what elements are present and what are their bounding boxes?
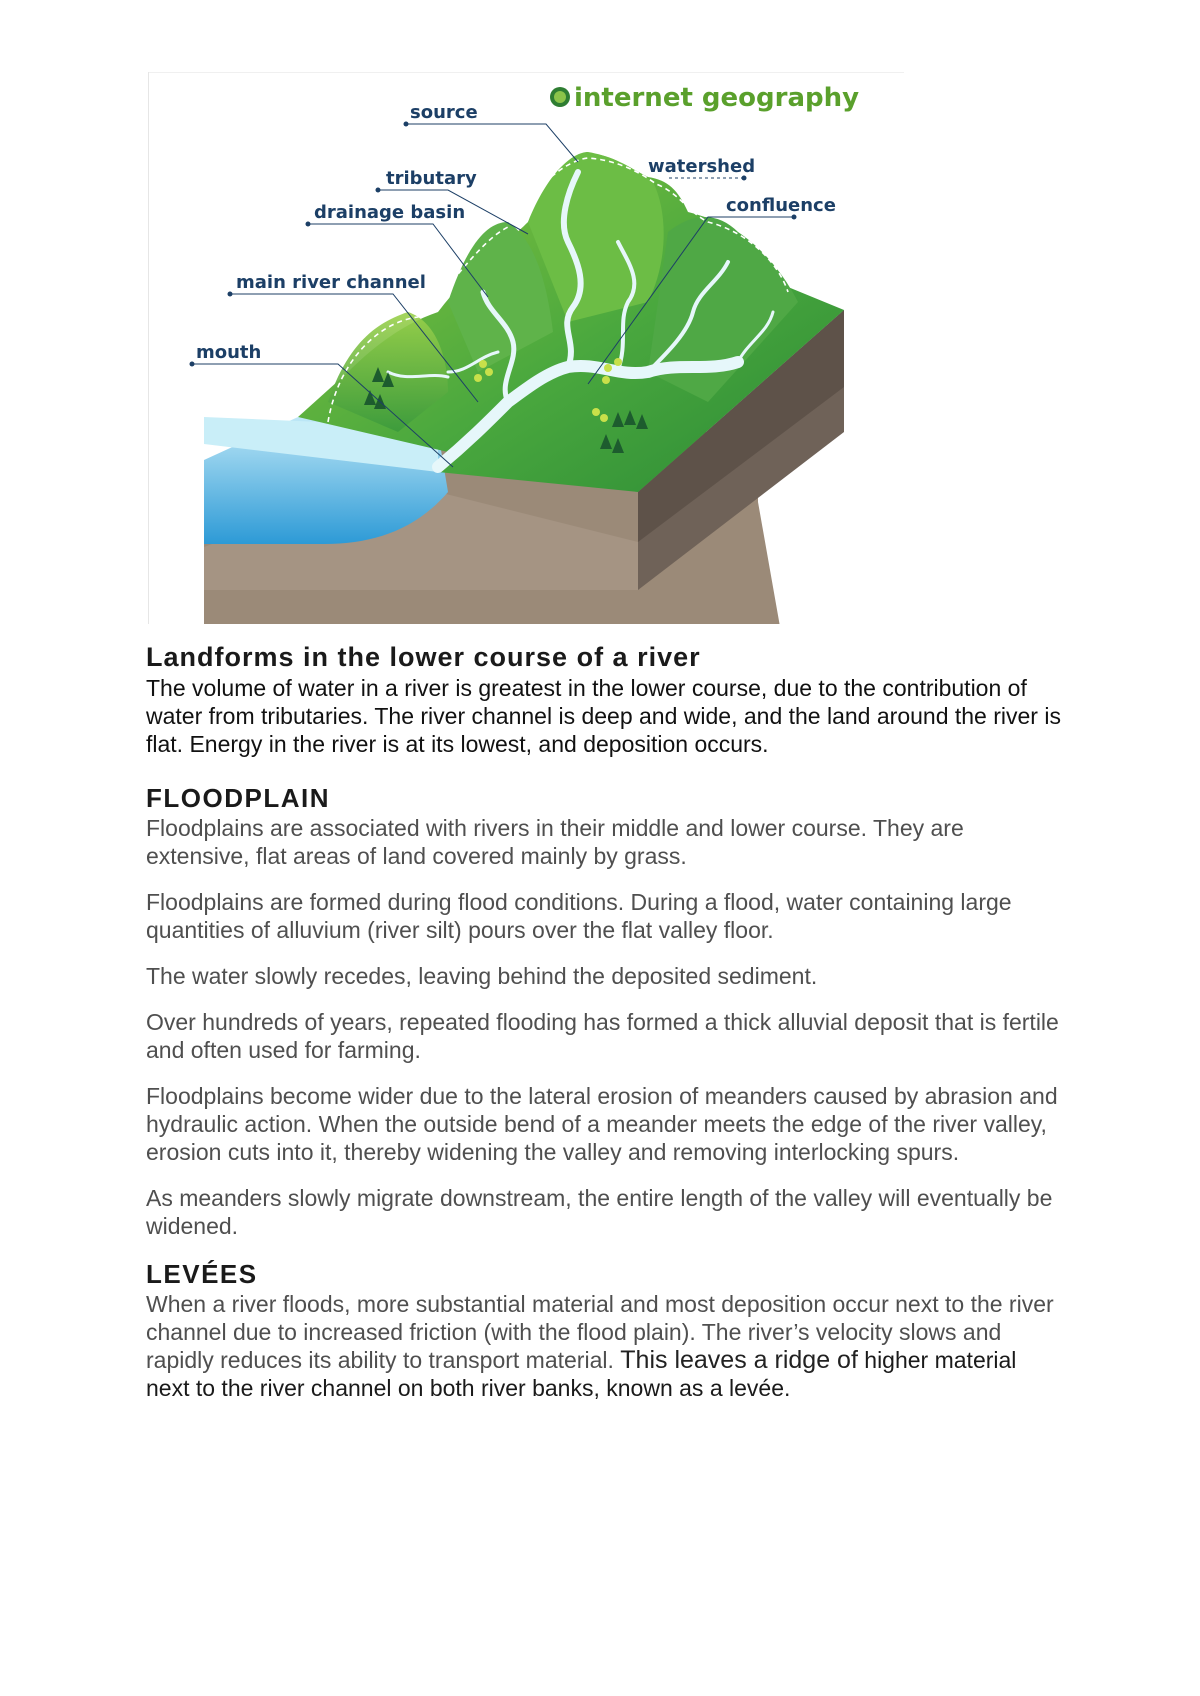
river-basin-diagram [148,72,904,624]
floodplain-paragraph-1: Floodplains are associated with rivers in their middle and lower course. They are extensive, flat areas of land covered mainly by grass. [146,815,964,869]
page-title: Landforms in the lower course of a river [146,642,701,672]
levees-heading: LEVÉES [146,1259,258,1289]
floodplain-paragraph-3: The water slowly recedes, leaving behind the deposited sediment. [146,963,818,989]
label-mouth: mouth [196,342,262,363]
levees-text-part-2: This leaves a ridge of [620,1346,858,1374]
levees-text-part-3: higher material next to the river channel on both river banks, known as a levée. [146,1347,1017,1401]
floodplain-paragraph-4: Over hundreds of years, repeated flooding has formed a thick alluvial deposit that is fertile and often used for farming. [146,1009,1059,1063]
svg-text:internet geography: internet geography [574,83,860,113]
floodplain-paragraph-2: Floodplains are formed during flood conditions. During a flood, water containing large quantities of alluvium (river silt) pours over the flat valley floor. [146,889,1012,943]
levees-paragraph [146,1290,1066,1402]
label-source: source [410,102,478,123]
floodplain-heading: FLOODPLAIN [146,783,330,813]
label-main-river-channel: main river channel [236,272,426,293]
internet-geography-logo [550,83,859,113]
floodplain-paragraph-5: Floodplains become wider due to the lateral erosion of meanders caused by abrasion and hydraulic action. When the outside bend of a meander meets the edge of the river valley, erosion cuts into it, thereby widening the valley and removing interlocking spurs. [146,1083,1058,1165]
article-body [146,640,1066,1420]
levees-text-part-1: When a river floods, more substantial material and most deposition occur next to the river channel due to increased friction (with the flood plain). The river’s velocity slows and rapidly reduces its ability to transport material. [146,1291,1054,1373]
intro-paragraph: The volume of water in a river is greatest in the lower course, due to the contribution of water from tributaries. The river channel is deep and wide, and the land around the river is flat. Energy in the river is at its lowest, and deposition occurs. [146,675,1061,757]
floodplain-paragraph-6: As meanders slowly migrate downstream, the entire length of the valley will eventually be widened. [146,1185,1053,1239]
label-tributary: tributary [386,168,477,189]
label-confluence: confluence [726,195,836,216]
label-drainage-basin: drainage basin [314,202,466,223]
label-watershed: watershed [648,156,756,177]
